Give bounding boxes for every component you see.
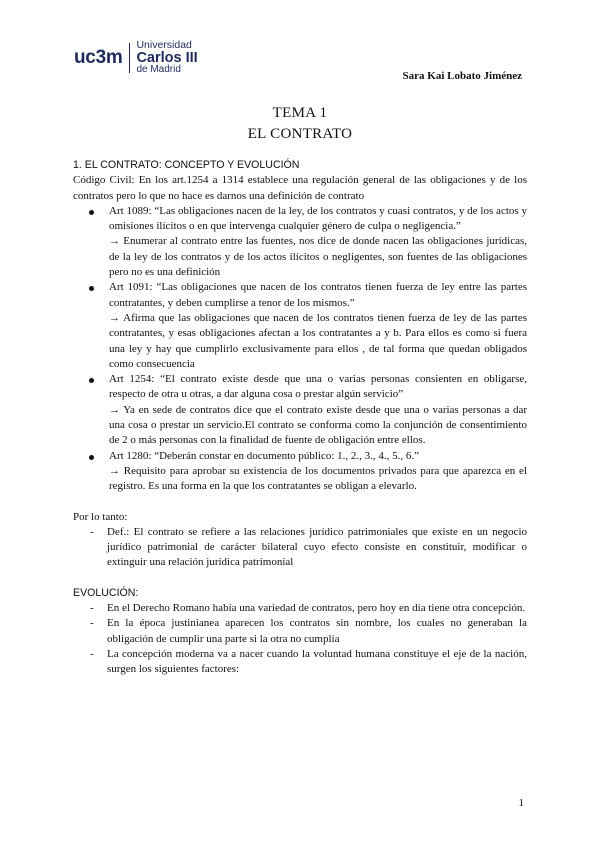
article-quote: Art 1280: “Deberán constar en documento público: 1., 2., 3., 4., 5., 6.” [109, 449, 420, 462]
logo-line-1: Universidad [136, 39, 192, 51]
definition-list [73, 525, 527, 571]
spacer [73, 571, 527, 586]
logo-line-3: de Madrid [136, 64, 181, 75]
evolution-heading: EVOLUCIÓN: [73, 586, 139, 599]
evolution-text: En el Derecho Romano había una variedad de contratos, pero hoy en día tiene otra concepción. [107, 602, 526, 615]
list-item [73, 525, 527, 571]
title-line-2: EL CONTRATO [247, 126, 353, 142]
bullet-icon [89, 210, 94, 215]
list-item [73, 280, 527, 372]
article-note: → Afirma que las obligaciones que nacen de los contratos tienen fuerza de ley de las partes contratantes, y esas obligaciones afectan a los contratantes a y b. Para ellos es como si fuera una ley y hay que cumplirlo exclusivamente para ellos , de tal forma que quedan obligados como consecuencia [109, 311, 527, 370]
list-item [73, 449, 527, 495]
conclusion-heading: Por lo tanto: [73, 510, 128, 523]
bullet-icon [89, 286, 94, 291]
bullet-icon [89, 378, 94, 383]
article-quote: Art 1089: “Las obligaciones nacen de la ley, de los contratos y cuasi contratos, y de los actos y omisiones ilícitos o en que intervenga cualquier género de culpa o negligencia.” [109, 204, 527, 233]
article-quote: Art 1254: “El contrato existe desde que una o varias personas consienten en obligarse, respecto de otra u otras, a dar alguna cosa o prestar algún servicio” [109, 373, 527, 401]
logo-uc3m: uc3m [74, 46, 123, 68]
evolution-text: En la época justinianea aparecen los contratos sin nombre, los cuales no generaban la obligación de cumplir una parte si la otra no cumplía [107, 617, 527, 645]
logo-university-name [136, 40, 197, 75]
article-list [73, 204, 527, 495]
page-number: 1 [518, 797, 524, 809]
article-note: → Ya en sede de contratos dice que el contrato existe desde que una o varias personas a dar una cosa o prestar un servicio.El contrato se conforma como la conjunción de consentimiento de 2 o más personas con la finalidad de fuente de obligación entre ellos. [109, 403, 527, 447]
evolution-text: La concepción moderna va a nacer cuando la voluntad humana constituye el eje de la nación, surgen los siguientes factores: [107, 647, 527, 676]
spacer [73, 495, 527, 510]
intro-paragraph: Código Civil: En los art.1254 a 1314 establece una regulación general de las obligaciones y de los contratos pero lo que no hace es darnos una definición de contrato [73, 174, 527, 202]
logo-divider [129, 43, 130, 73]
list-item [73, 204, 527, 280]
logo-line-2: Carlos III [136, 49, 198, 66]
dash-icon: - [90, 647, 94, 660]
document-title [0, 103, 600, 145]
article-note: → Requisito para aprobar su existencia de los documentos privados para que aparezca en el registro. Es una forma en la que los contratantes se obligan a elevarlo. [109, 464, 527, 493]
evolution-list [73, 601, 527, 677]
list-item [73, 601, 527, 616]
section-heading: 1. EL CONTRATO: CONCEPTO Y EVOLUCIÓN [73, 159, 300, 171]
author-name: Sara Kai Lobato Jiménez [402, 70, 522, 82]
list-item [73, 616, 527, 647]
bullet-icon [89, 455, 94, 460]
list-item [73, 647, 527, 678]
dash-icon: - [90, 525, 94, 538]
university-logo [74, 40, 198, 75]
definition-text: Def.: El contrato se refiere a las relaciones jurídico patrimoniales que existe en un negocio jurídico patrimonial de carácter bilateral cuyo efecto consiste en constituir, modificar o extinguir una relación jurídica patrimonial [107, 525, 527, 569]
dash-icon: - [90, 617, 94, 630]
list-item [73, 372, 527, 448]
dash-icon: - [90, 602, 94, 615]
title-line-1: TEMA 1 [272, 105, 328, 121]
document-body [73, 158, 527, 678]
article-note: → Enumerar al contrato entre las fuentes, nos dice de donde nacen las obligaciones jurídicas, de la ley de los contratos y de los actos ilícitos o negligentes, son fuentes de las obligaciones pero no es una definición [109, 235, 527, 279]
article-quote: Art 1091: “Las obligaciones que nacen de los contratos tienen fuerza de ley entre las partes contratantes, y deben cumplirse a tenor de los mismos.” [109, 281, 527, 309]
